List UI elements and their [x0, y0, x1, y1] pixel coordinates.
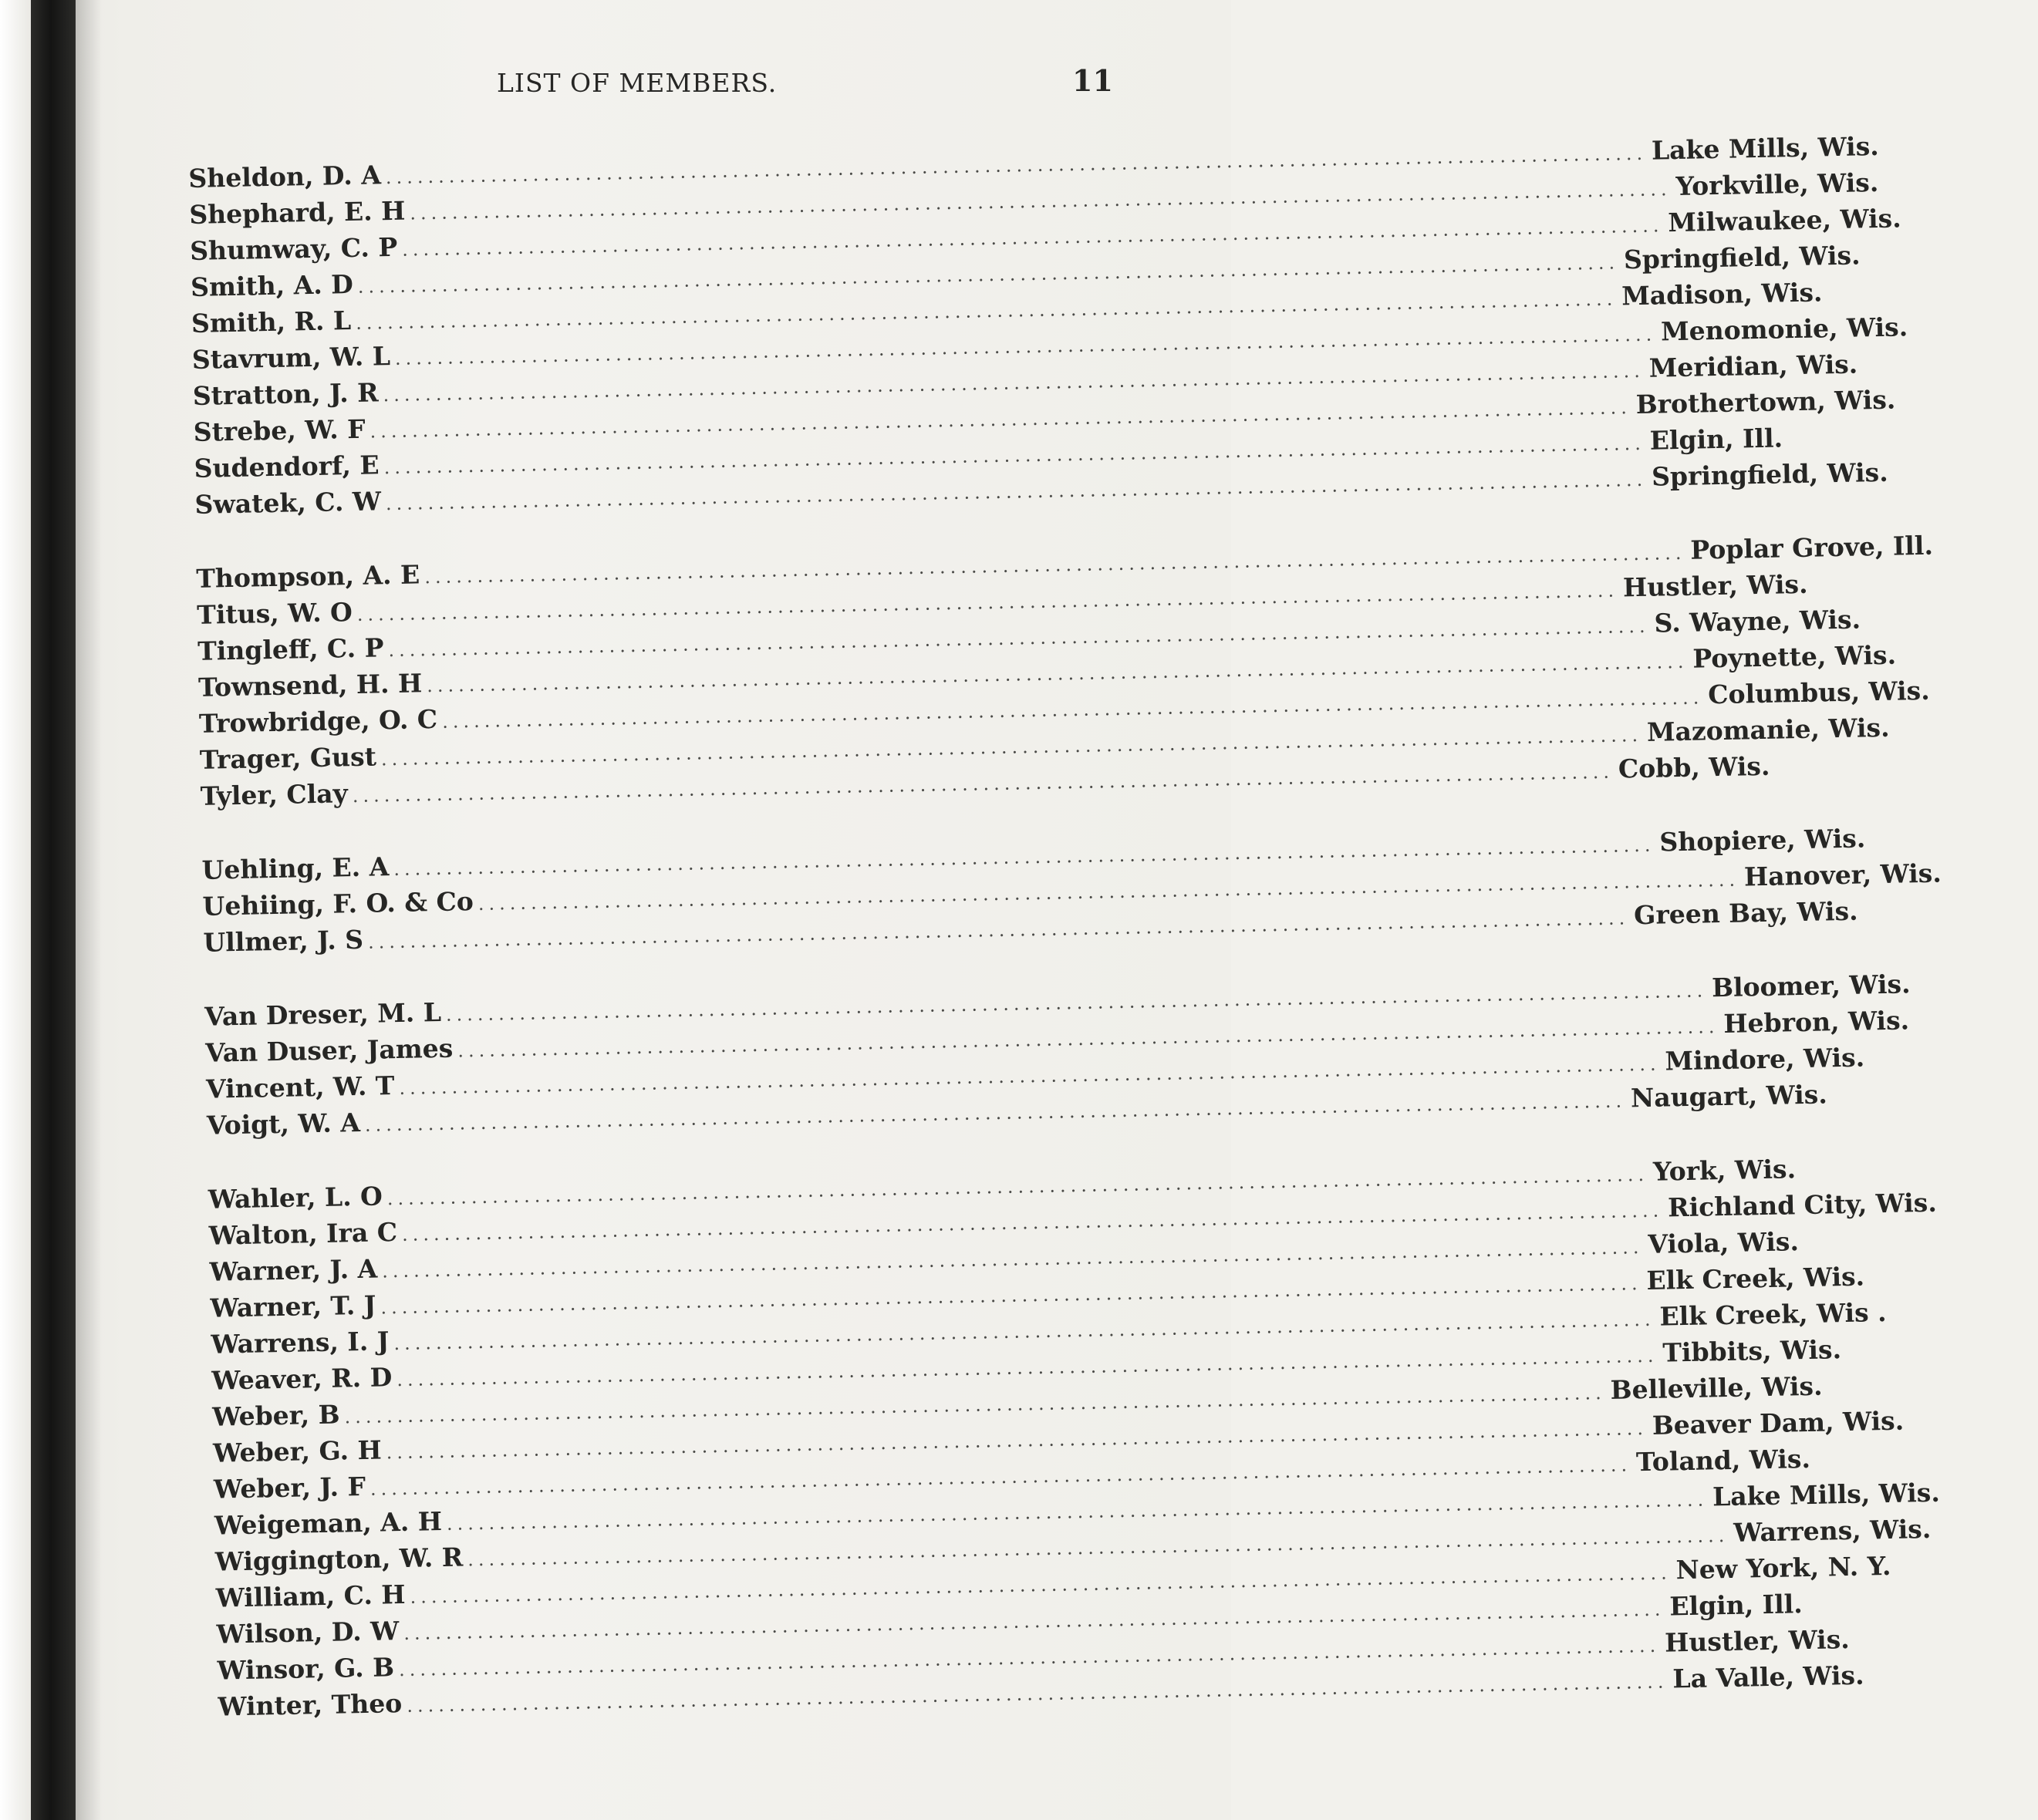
- member-name: Trowbridge, O. C: [198, 703, 438, 739]
- member-name: Weigeman, A. H: [214, 1506, 443, 1541]
- member-name: Titus, W. O: [196, 597, 353, 630]
- member-name: Trager, Gust: [199, 741, 377, 775]
- member-list: [188, 130, 1942, 1763]
- dot-leader: ........................................................................................................................: [407, 1670, 1669, 1717]
- dot-leader: ........................................................................................................................: [441, 686, 1704, 733]
- dot-leader: ........................................................................................................................: [385, 468, 1648, 515]
- dot-leader: ........................................................................................................................: [386, 1163, 1649, 1210]
- member-location: Milwaukee, Wis.: [1667, 203, 1902, 238]
- member-location: Elgin, Ill.: [1669, 1589, 1803, 1622]
- dot-leader: ........................................................................................................................: [427, 650, 1689, 697]
- member-location: Springfield, Wis.: [1651, 457, 1889, 492]
- member-location: Lake Mills, Wis.: [1712, 1477, 1941, 1512]
- member-location: Hustler, Wis.: [1622, 568, 1808, 603]
- member-name: Vincent, W. T: [205, 1070, 395, 1104]
- member-location: Green Bay, Wis.: [1633, 895, 1858, 931]
- dot-leader: ........................................................................................................................: [394, 323, 1657, 369]
- page-number: 11: [1072, 63, 1113, 98]
- member-name: Shephard, E. H: [188, 195, 406, 230]
- member-name: Strebe, W. F: [193, 413, 366, 447]
- member-location: Elgin, Ill.: [1649, 423, 1783, 456]
- member-location: Elk Creek, Wis .: [1659, 1297, 1887, 1332]
- member-location: Hustler, Wis.: [1664, 1624, 1851, 1658]
- member-name: Warner, J. A: [209, 1253, 378, 1287]
- member-name: Stavrum, W. L: [191, 341, 391, 375]
- member-location: Springfield, Wis.: [1623, 240, 1861, 275]
- member-location: Viola, Wis.: [1647, 1226, 1800, 1259]
- dot-leader: ........................................................................................................................: [380, 1272, 1642, 1319]
- dot-leader: ........................................................................................................................: [357, 251, 1620, 298]
- dot-leader: ........................................................................................................................: [393, 1308, 1655, 1355]
- member-location: Belleville, Wis.: [1610, 1370, 1823, 1405]
- dot-leader: ........................................................................................................................: [381, 1236, 1644, 1282]
- member-name: Wiggington, W. R: [214, 1542, 464, 1577]
- dot-leader: ........................................................................................................................: [356, 579, 1619, 625]
- member-location: Mindore, Wis.: [1665, 1042, 1865, 1077]
- dot-leader: ........................................................................................................................: [410, 178, 1672, 224]
- member-location: Hanover, Wis.: [1743, 858, 1942, 892]
- member-location: Brothertown, Wis.: [1635, 384, 1896, 420]
- member-name: Smith, A. D: [190, 268, 354, 302]
- dot-leader: ........................................................................................................................: [386, 1417, 1648, 1464]
- dot-leader: ........................................................................................................................: [383, 432, 1646, 479]
- member-name: Weber, B: [211, 1399, 340, 1432]
- member-name: Uehiing, F. O. & Co: [202, 886, 474, 922]
- dot-leader: ........................................................................................................................: [403, 1598, 1665, 1644]
- member-location: Hebron, Wis.: [1723, 1005, 1910, 1039]
- member-location: Cobb, Wis.: [1618, 750, 1770, 784]
- member-location: Toland, Wis.: [1635, 1443, 1811, 1478]
- dot-leader: ........................................................................................................................: [398, 1634, 1661, 1681]
- member-location: Lake Mills, Wis.: [1651, 130, 1880, 166]
- member-location: Richland City, Wis.: [1667, 1187, 1938, 1223]
- member-group: [201, 823, 1942, 960]
- member-name: Voigt, W. A: [206, 1107, 361, 1141]
- dot-leader: ........................................................................................................................: [355, 288, 1618, 334]
- member-name: Tingleff, C. P: [197, 632, 384, 666]
- page-edge: [0, 0, 31, 1820]
- member-location: Menomonie, Wis.: [1660, 312, 1908, 347]
- member-name: Swatek, C. W: [194, 486, 382, 520]
- dot-leader: ........................................................................................................................: [393, 834, 1655, 881]
- member-name: Stratton, J. R: [192, 377, 379, 411]
- dot-leader: ........................................................................................................................: [367, 907, 1630, 953]
- member-location: La Valle, Wis.: [1672, 1660, 1864, 1694]
- member-name: Wilson, D. W: [216, 1616, 400, 1650]
- dot-leader: ........................................................................................................................: [457, 1016, 1719, 1062]
- member-location: York, Wis.: [1652, 1154, 1797, 1187]
- member-name: Winsor, G. B: [217, 1652, 395, 1686]
- dot-leader: ........................................................................................................................: [388, 615, 1650, 662]
- member-name: Sudendorf, E: [194, 450, 380, 484]
- dot-leader: ........................................................................................................................: [380, 723, 1643, 770]
- member-location: New York, N. Y.: [1675, 1550, 1891, 1586]
- member-name: Weber, J. F: [213, 1471, 366, 1505]
- dot-leader: ........................................................................................................................: [383, 359, 1645, 406]
- gutter-shadow: [76, 0, 102, 1820]
- book-binding: [31, 0, 76, 1820]
- member-location: Tibbits, Wis.: [1662, 1334, 1842, 1368]
- dot-leader: ........................................................................................................................: [424, 541, 1686, 588]
- member-name: Winter, Theo: [218, 1688, 403, 1722]
- member-name: Weber, G. H: [212, 1434, 383, 1468]
- member-location: Columbus, Wis.: [1707, 675, 1931, 710]
- member-name: William, C. H: [215, 1579, 406, 1613]
- member-group: [204, 969, 1911, 1143]
- member-location: Poplar Grove, Ill.: [1690, 530, 1934, 565]
- dot-leader: ........................................................................................................................: [477, 868, 1740, 915]
- dot-leader: ........................................................................................................................: [445, 979, 1708, 1026]
- member-name: Warner, T. J: [210, 1289, 376, 1323]
- member-location: Poynette, Wis.: [1692, 639, 1897, 674]
- dot-leader: ........................................................................................................................: [446, 1488, 1709, 1535]
- dot-leader: ........................................................................................................................: [369, 396, 1632, 443]
- dot-leader: ........................................................................................................................: [385, 142, 1648, 189]
- member-name: Warrens, I. J: [211, 1326, 390, 1360]
- member-location: Elk Creek, Wis.: [1646, 1261, 1865, 1296]
- member-name: Tyler, Clay: [200, 778, 349, 811]
- member-location: S. Wayne, Wis.: [1654, 604, 1861, 639]
- dot-leader: ........................................................................................................................: [369, 1454, 1632, 1500]
- dot-leader: ........................................................................................................................: [399, 1053, 1661, 1099]
- member-location: Bloomer, Wis.: [1711, 969, 1911, 1003]
- member-name: Van Dreser, M. L: [204, 996, 442, 1032]
- dot-leader: ........................................................................................................................: [410, 1562, 1672, 1608]
- member-name: Uehling, E. A: [201, 851, 390, 885]
- dot-leader: ........................................................................................................................: [352, 760, 1615, 807]
- member-name: Shumway, C. P: [189, 231, 398, 266]
- member-name: Ullmer, J. S: [203, 924, 364, 958]
- member-name: Townsend, H. H: [197, 668, 423, 703]
- member-name: Wahler, L. O: [208, 1181, 383, 1215]
- member-name: Sheldon, D. A: [188, 160, 382, 194]
- member-name: Smith, R. L: [191, 305, 352, 339]
- dot-leader: ........................................................................................................................: [467, 1524, 1729, 1571]
- dot-leader: ........................................................................................................................: [364, 1090, 1627, 1136]
- member-name: Van Duser, James: [204, 1033, 454, 1068]
- member-location: Warrens, Wis.: [1733, 1513, 1932, 1548]
- member-name: Walton, Ira C: [208, 1217, 398, 1251]
- member-name: Weaver, R. D: [211, 1362, 393, 1396]
- running-header: LIST OF MEMBERS.: [497, 68, 778, 98]
- member-group: [188, 130, 1908, 523]
- dot-leader: ........................................................................................................................: [396, 1344, 1658, 1391]
- member-location: Naugart, Wis.: [1630, 1079, 1828, 1114]
- member-group: [196, 530, 1934, 814]
- member-group: [208, 1154, 1941, 1724]
- member-location: Shopiere, Wis.: [1659, 823, 1866, 858]
- dot-leader: ........................................................................................................................: [402, 214, 1664, 261]
- member-location: Meridian, Wis.: [1648, 349, 1858, 383]
- member-location: Beaver Dam, Wis.: [1652, 1405, 1905, 1441]
- dot-leader: ........................................................................................................................: [344, 1382, 1607, 1428]
- dot-leader: ........................................................................................................................: [401, 1199, 1664, 1245]
- member-name: Thompson, A. E: [196, 559, 420, 594]
- member-location: Madison, Wis.: [1621, 277, 1823, 312]
- member-location: Mazomanie, Wis.: [1646, 712, 1890, 747]
- member-location: Yorkville, Wis.: [1675, 167, 1879, 201]
